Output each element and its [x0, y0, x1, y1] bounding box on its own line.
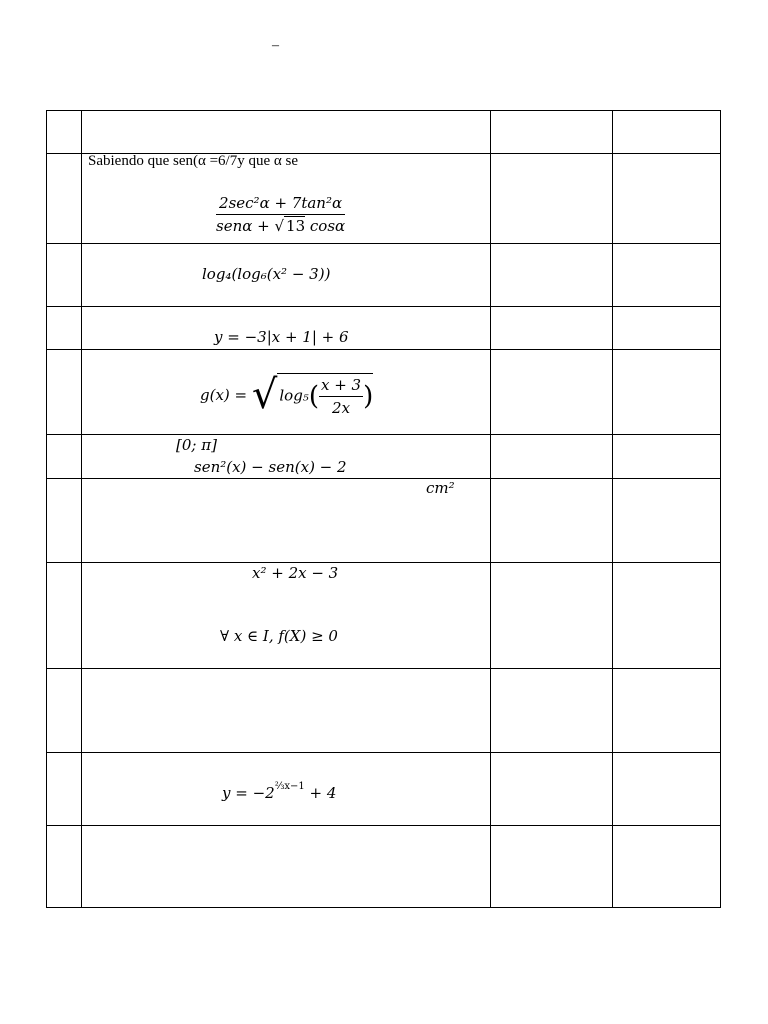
row-divider: [47, 478, 720, 479]
row-divider: [47, 752, 720, 753]
column-divider: [81, 111, 82, 907]
row-divider: [47, 562, 720, 563]
row9-expression: $y = -2^{\frac{2}{3}x-1} + 4$: [222, 781, 337, 802]
row1-statement: Sabiendo que sen(α =6/7y que α se: [88, 153, 298, 169]
row-divider: [47, 349, 720, 350]
column-divider: [612, 111, 613, 907]
header-dash: –: [272, 38, 279, 53]
row1-root: 13: [286, 217, 306, 235]
column-divider: [490, 111, 491, 907]
row-divider: [47, 668, 720, 669]
row4-log: log₅: [279, 386, 309, 405]
row-divider: [47, 825, 720, 826]
row4-denominator: 2x: [332, 399, 351, 417]
exercise-table: [46, 110, 721, 908]
row1-fraction: [216, 194, 345, 235]
row7-expression: x² + 2x − 3: [252, 564, 339, 582]
row-divider: [47, 434, 720, 435]
row6-unit: cm²: [426, 479, 455, 497]
row2-expression: log₄(log₆(x² − 3)): [202, 265, 331, 283]
row5-expression: sen²(x) − sen(x) − 2: [194, 458, 347, 476]
row4-numerator: x + 3: [319, 376, 363, 397]
row-divider: [47, 243, 720, 244]
row1-denominator: senα + √ 13 cosα: [216, 217, 346, 235]
row9-exponent: ⅔x−1: [274, 781, 305, 792]
row-divider: [47, 306, 720, 307]
row4-expression: g(x) = √ log₅( $\frac{x + 3}{2x}$ ): [200, 372, 374, 418]
row3-expression: y = −3|x + 1| + 6: [214, 328, 349, 346]
row1-numerator: 2sec²α + 7tan²α: [216, 194, 345, 215]
row5-interval: [0; π]: [176, 436, 217, 454]
row7-condition: ∀ x ∈ I, f(X) ≥ 0: [220, 627, 338, 645]
